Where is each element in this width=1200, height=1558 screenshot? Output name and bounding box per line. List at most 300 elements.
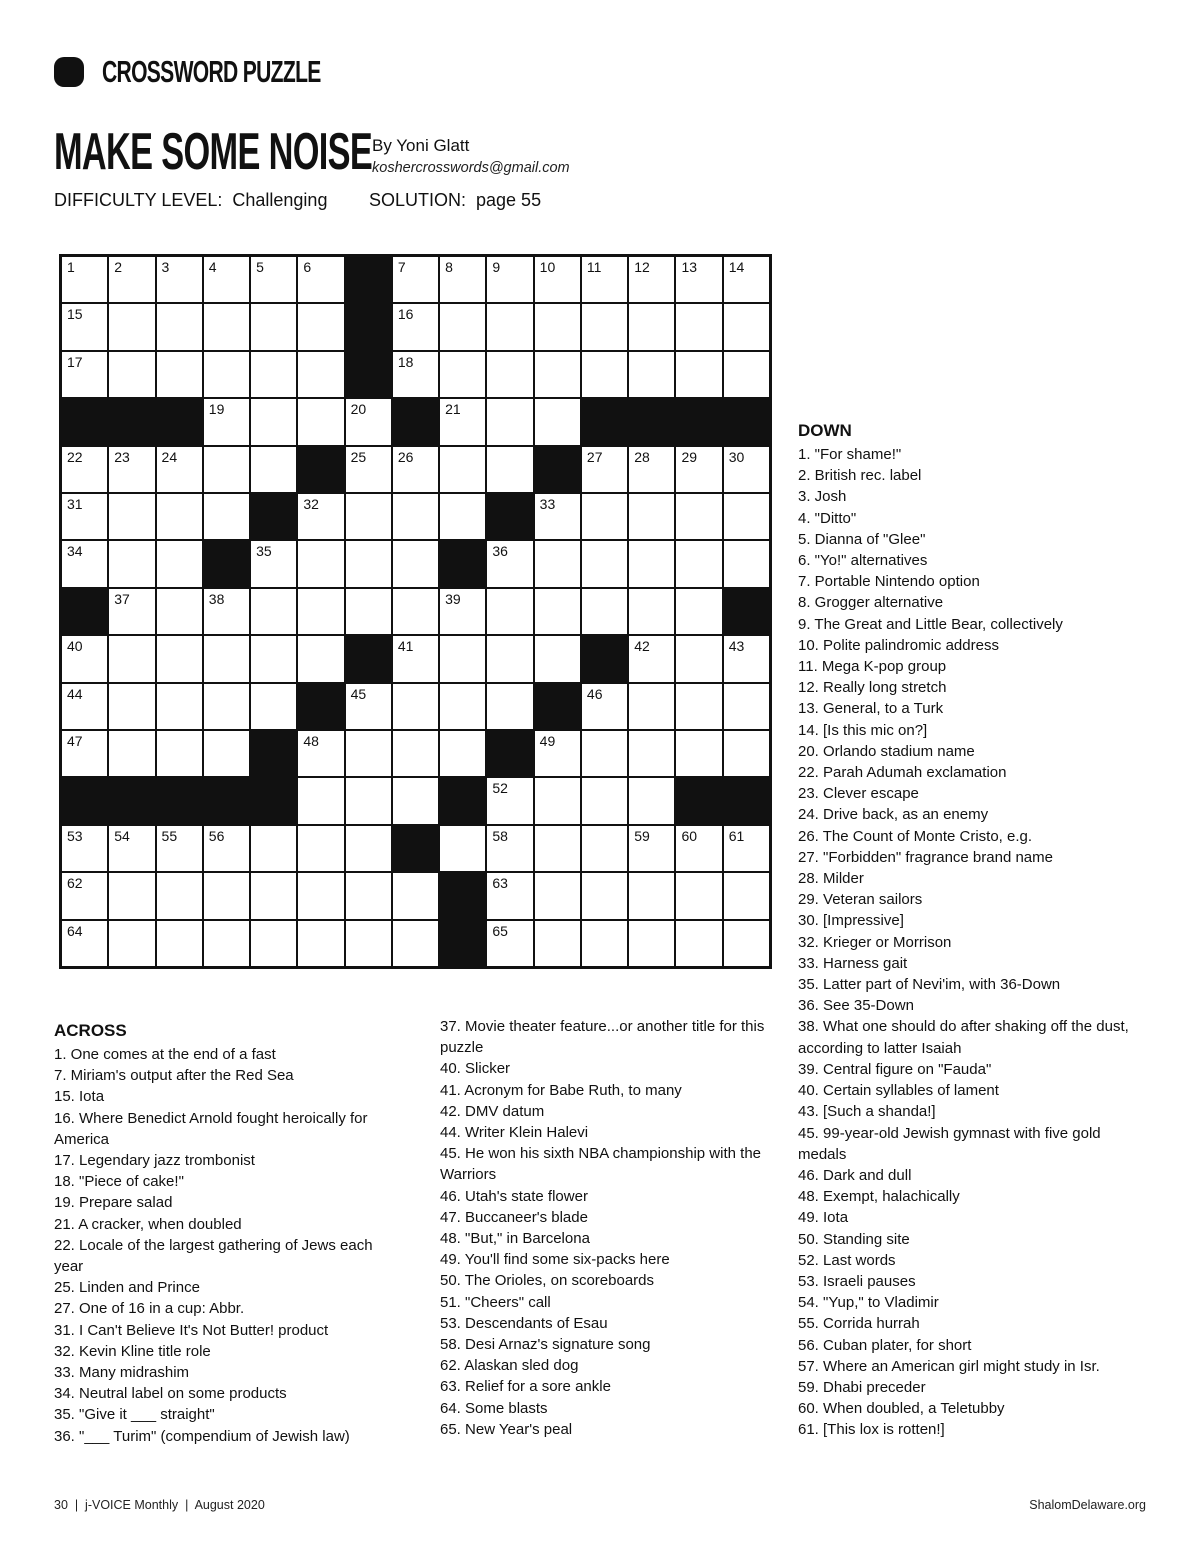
cell-number: 42: [634, 638, 650, 655]
grid-cell[interactable]: [62, 494, 107, 539]
cell-number: 60: [681, 827, 698, 844]
grid-cell[interactable]: [724, 873, 769, 918]
grid-block: [676, 778, 721, 823]
grid-cell[interactable]: [298, 636, 343, 681]
clue-item: 42. DMV datum: [440, 1102, 545, 1120]
grid-cell[interactable]: [629, 494, 674, 539]
across-clues-column-2: [440, 1016, 765, 1440]
grid-cell[interactable]: [204, 399, 249, 444]
grid-cell[interactable]: [487, 873, 532, 918]
grid-cell[interactable]: [582, 257, 627, 302]
clue-item: 32. Krieger or Morrison: [798, 933, 952, 951]
grid-cell[interactable]: [393, 541, 438, 586]
clue-item: 63. Relief for a sore ankle: [440, 1378, 611, 1396]
grid-cell[interactable]: [676, 826, 721, 871]
grid-block: [346, 257, 391, 302]
grid-cell[interactable]: [487, 399, 532, 444]
grid-cell[interactable]: [109, 921, 154, 966]
grid-cell[interactable]: [535, 494, 580, 539]
grid-block: [724, 399, 769, 444]
grid-cell[interactable]: [676, 684, 721, 729]
grid-cell[interactable]: [62, 304, 107, 349]
grid-cell[interactable]: [251, 873, 296, 918]
grid-cell[interactable]: [676, 494, 721, 539]
clue-item: 48. "But," in Barcelona: [440, 1230, 590, 1248]
clue-item: 27. "Forbidden" fragrance brand name: [798, 848, 1053, 866]
clue-item: 53. Descendants of Esau: [440, 1314, 608, 1332]
grid-block: [393, 399, 438, 444]
grid-cell[interactable]: [298, 494, 343, 539]
grid-cell[interactable]: [204, 257, 249, 302]
grid-cell[interactable]: [204, 304, 249, 349]
clue-item: 48. Exempt, halachically: [798, 1188, 960, 1206]
grid-cell[interactable]: [157, 731, 202, 776]
grid-cell[interactable]: [109, 873, 154, 918]
grid-cell[interactable]: [724, 447, 769, 492]
clue-item: 36. "___ Turim" (compendium of Jewish law): [54, 1427, 350, 1445]
grid-cell[interactable]: [535, 541, 580, 586]
grid-cell[interactable]: [298, 921, 343, 966]
cell-number: 61: [728, 827, 745, 844]
grid-cell[interactable]: [440, 304, 485, 349]
grid-cell[interactable]: [204, 921, 249, 966]
grid-cell[interactable]: [487, 589, 532, 634]
clue-item: 49. You'll find some six-packs here: [440, 1251, 670, 1269]
cell-number: 38: [208, 590, 225, 607]
grid-cell[interactable]: [393, 778, 438, 823]
grid-block: [346, 304, 391, 349]
grid-cell[interactable]: [62, 873, 107, 918]
grid-cell[interactable]: [487, 921, 532, 966]
grid-block: [251, 778, 296, 823]
grid-cell[interactable]: [582, 352, 627, 397]
grid-block: [62, 399, 107, 444]
grid-cell[interactable]: [440, 352, 485, 397]
grid-block: [440, 778, 485, 823]
grid-block: [676, 399, 721, 444]
grid-block: [440, 921, 485, 966]
grid-cell[interactable]: [157, 684, 202, 729]
grid-cell[interactable]: [440, 826, 485, 871]
clue-item: 25. Linden and Prince: [54, 1279, 200, 1297]
grid-cell[interactable]: [724, 684, 769, 729]
grid-cell[interactable]: [676, 304, 721, 349]
cell-number: 1: [67, 259, 75, 275]
grid-cell[interactable]: [724, 636, 769, 681]
clue-item: 11. Mega K-pop group: [798, 658, 947, 676]
clue-item: 15. Iota: [54, 1088, 105, 1106]
clue-item: 24. Drive back, as an enemy: [798, 806, 989, 824]
grid-cell[interactable]: [393, 304, 438, 349]
grid-cell[interactable]: [676, 589, 721, 634]
clue-item: 53. Israeli pauses: [798, 1272, 916, 1290]
grid-cell[interactable]: [157, 541, 202, 586]
clue-item: 8. Grogger alternative: [798, 594, 944, 612]
grid-cell[interactable]: [629, 589, 674, 634]
crossword-grid: [59, 254, 772, 969]
grid-cell[interactable]: [629, 684, 674, 729]
grid-cell[interactable]: [346, 684, 391, 729]
cell-number: 8: [445, 259, 453, 275]
grid-cell[interactable]: [724, 731, 769, 776]
clue-item: 35. "Give it ___ straight": [54, 1406, 215, 1424]
grid-cell[interactable]: [724, 257, 769, 302]
grid-block: [346, 352, 391, 397]
cell-number: 13: [681, 259, 698, 275]
grid-cell[interactable]: [582, 304, 627, 349]
grid-cell[interactable]: [676, 541, 721, 586]
grid-cell[interactable]: [251, 636, 296, 681]
cell-number: 47: [67, 733, 83, 749]
grid-cell[interactable]: [440, 684, 485, 729]
clue-item: 17. Legendary jazz trombonist: [54, 1152, 255, 1170]
grid-cell[interactable]: [676, 873, 721, 918]
grid-cell[interactable]: [251, 541, 296, 586]
grid-cell[interactable]: [535, 589, 580, 634]
clue-item: 41. Acronym for Babe Ruth, to many: [440, 1081, 682, 1099]
grid-cell[interactable]: [204, 494, 249, 539]
grid-cell[interactable]: [109, 352, 154, 397]
grid-cell[interactable]: [487, 304, 532, 349]
clue-item: 22. Parah Adumah exclamation: [798, 764, 1007, 782]
clue-item: 18. "Piece of cake!": [54, 1173, 184, 1191]
cell-number: 40: [67, 638, 83, 655]
grid-block: [251, 731, 296, 776]
cell-number: 3: [161, 259, 170, 275]
grid-cell[interactable]: [582, 447, 627, 492]
cell-number: 24: [161, 448, 178, 465]
grid-cell[interactable]: [157, 921, 202, 966]
clue-item: 49. Iota: [798, 1209, 849, 1227]
grid-cell[interactable]: [393, 447, 438, 492]
grid-cell[interactable]: [487, 257, 532, 302]
cell-number: 10: [539, 259, 556, 275]
cell-number: 32: [303, 496, 319, 512]
grid-cell[interactable]: [582, 921, 627, 966]
grid-cell[interactable]: [157, 873, 202, 918]
grid-cell[interactable]: [535, 636, 580, 681]
grid-cell[interactable]: [298, 304, 343, 349]
grid-block: [724, 589, 769, 634]
grid-cell[interactable]: [393, 257, 438, 302]
grid-cell[interactable]: [109, 257, 154, 302]
grid-cell[interactable]: [157, 304, 202, 349]
grid-cell[interactable]: [535, 873, 580, 918]
grid-cell[interactable]: [157, 636, 202, 681]
grid-cell[interactable]: [582, 873, 627, 918]
grid-cell[interactable]: [298, 541, 343, 586]
grid-block: [62, 589, 107, 634]
grid-block: [629, 399, 674, 444]
clue-item: 21. A cracker, when doubled: [54, 1215, 242, 1233]
cell-number: 35: [256, 543, 272, 560]
grid-cell[interactable]: [629, 352, 674, 397]
grid-cell[interactable]: [724, 352, 769, 397]
grid-cell[interactable]: [109, 636, 154, 681]
clue-item: 54. "Yup," to Vladimir: [798, 1294, 939, 1312]
grid-cell[interactable]: [676, 921, 721, 966]
clue-item: 39. Central figure on "Fauda": [798, 1060, 992, 1078]
cell-number: 41: [397, 638, 414, 655]
grid-cell[interactable]: [157, 589, 202, 634]
clue-item: 43. [Such a shanda!]: [798, 1103, 936, 1121]
grid-cell[interactable]: [109, 826, 154, 871]
grid-cell[interactable]: [346, 826, 391, 871]
cell-number: 54: [114, 827, 130, 844]
grid-block: [440, 541, 485, 586]
clue-item: 44. Writer Klein Halevi: [440, 1124, 589, 1142]
clue-item: 19. Prepare salad: [54, 1194, 173, 1212]
grid-cell[interactable]: [724, 921, 769, 966]
grid-cell[interactable]: [109, 494, 154, 539]
grid-cell[interactable]: [393, 731, 438, 776]
grid-cell[interactable]: [204, 352, 249, 397]
grid-cell[interactable]: [393, 589, 438, 634]
cell-number: 23: [114, 448, 130, 465]
grid-cell[interactable]: [204, 636, 249, 681]
grid-cell[interactable]: [62, 636, 107, 681]
grid-cell[interactable]: [62, 684, 107, 729]
grid-cell[interactable]: [62, 541, 107, 586]
grid-cell[interactable]: [62, 352, 107, 397]
grid-cell[interactable]: [535, 778, 580, 823]
grid-cell[interactable]: [157, 257, 202, 302]
grid-cell[interactable]: [724, 826, 769, 871]
cell-number: 15: [67, 306, 83, 323]
grid-cell[interactable]: [440, 731, 485, 776]
grid-cell[interactable]: [251, 304, 296, 349]
grid-cell[interactable]: [251, 399, 296, 444]
clue-item: 45. 99-year-old Jewish gymnast with five gold medals: [798, 1124, 1101, 1163]
grid-cell[interactable]: [346, 541, 391, 586]
grid-cell[interactable]: [582, 826, 627, 871]
grid-cell[interactable]: [535, 352, 580, 397]
grid-cell[interactable]: [109, 447, 154, 492]
cell-number: 7: [397, 259, 406, 275]
grid-cell[interactable]: [535, 399, 580, 444]
cell-number: 53: [67, 827, 83, 844]
cell-number: 20: [350, 401, 367, 418]
grid-cell[interactable]: [62, 921, 107, 966]
grid-block: [487, 494, 532, 539]
grid-cell[interactable]: [393, 494, 438, 539]
grid-cell[interactable]: [676, 257, 721, 302]
grid-block: [393, 826, 438, 871]
grid-cell[interactable]: [440, 399, 485, 444]
grid-cell[interactable]: [676, 636, 721, 681]
grid-cell[interactable]: [535, 826, 580, 871]
grid-cell[interactable]: [62, 447, 107, 492]
grid-cell[interactable]: [582, 541, 627, 586]
grid-cell[interactable]: [487, 541, 532, 586]
grid-cell[interactable]: [440, 447, 485, 492]
grid-cell[interactable]: [487, 684, 532, 729]
cell-number: 28: [634, 448, 650, 465]
grid-cell[interactable]: [109, 731, 154, 776]
clue-item: 34. Neutral label on some products: [54, 1385, 287, 1403]
grid-cell[interactable]: [393, 873, 438, 918]
grid-cell[interactable]: [440, 494, 485, 539]
grid-cell[interactable]: [251, 921, 296, 966]
grid-cell[interactable]: [676, 731, 721, 776]
clue-item: 1. "For shame!": [798, 446, 902, 463]
grid-cell[interactable]: [251, 447, 296, 492]
grid-cell[interactable]: [393, 921, 438, 966]
grid-cell[interactable]: [393, 684, 438, 729]
cell-number: 30: [728, 448, 745, 465]
grid-cell[interactable]: [535, 257, 580, 302]
grid-cell[interactable]: [298, 589, 343, 634]
cell-number: 26: [397, 448, 414, 465]
grid-cell[interactable]: [582, 589, 627, 634]
grid-cell[interactable]: [251, 352, 296, 397]
grid-cell[interactable]: [629, 778, 674, 823]
section-header: [54, 52, 424, 92]
difficulty-level: DIFFICULTY LEVEL: Challenging: [54, 190, 328, 210]
clue-item: 12. Really long stretch: [798, 679, 947, 697]
grid-cell[interactable]: [629, 921, 674, 966]
grid-cell[interactable]: [346, 921, 391, 966]
grid-cell[interactable]: [298, 731, 343, 776]
grid-cell[interactable]: [487, 447, 532, 492]
grid-cell[interactable]: [346, 778, 391, 823]
grid-cell[interactable]: [62, 257, 107, 302]
cell-number: 49: [539, 733, 556, 749]
cell-number: 5: [256, 259, 264, 275]
clue-item: 57. Where an American girl might study in Isr.: [798, 1357, 1100, 1375]
cell-number: 48: [303, 733, 319, 749]
grid-cell[interactable]: [487, 636, 532, 681]
clue-item: 2. British rec. label: [798, 467, 922, 485]
grid-cell[interactable]: [251, 589, 296, 634]
grid-cell[interactable]: [298, 399, 343, 444]
grid-cell[interactable]: [251, 684, 296, 729]
grid-cell[interactable]: [629, 304, 674, 349]
grid-cell[interactable]: [109, 684, 154, 729]
grid-cell[interactable]: [629, 447, 674, 492]
grid-cell[interactable]: [298, 352, 343, 397]
clue-item: 28. Milder: [798, 870, 864, 888]
grid-cell[interactable]: [582, 684, 627, 729]
grid-cell[interactable]: [298, 778, 343, 823]
grid-cell[interactable]: [204, 873, 249, 918]
cell-number: 46: [586, 685, 603, 702]
grid-cell[interactable]: [629, 873, 674, 918]
grid-cell[interactable]: [346, 447, 391, 492]
grid-cell[interactable]: [346, 731, 391, 776]
cell-number: 19: [208, 401, 225, 418]
clue-item: 29. Veteran sailors: [798, 891, 923, 909]
clue-item: 4. "Ditto": [798, 509, 857, 527]
solution-page: SOLUTION: page 55: [369, 190, 542, 210]
clue-item: 13. General, to a Turk: [798, 700, 944, 718]
grid-cell[interactable]: [204, 447, 249, 492]
grid-cell[interactable]: [724, 494, 769, 539]
grid-cell[interactable]: [62, 731, 107, 776]
clue-item: 7. Portable Nintendo option: [798, 573, 980, 591]
grid-cell[interactable]: [393, 636, 438, 681]
grid-cell[interactable]: [109, 589, 154, 634]
cell-number: 37: [114, 590, 130, 607]
grid-cell[interactable]: [157, 494, 202, 539]
grid-cell[interactable]: [535, 921, 580, 966]
cell-number: 63: [492, 875, 508, 892]
grid-cell[interactable]: [487, 826, 532, 871]
cell-number: 58: [492, 827, 508, 844]
author-email: koshercrosswords@gmail.com: [372, 160, 570, 176]
grid-cell[interactable]: [724, 541, 769, 586]
grid-cell[interactable]: [582, 778, 627, 823]
clue-item: 7. Miriam's output after the Red Sea: [54, 1067, 294, 1085]
grid-cell[interactable]: [204, 731, 249, 776]
grid-cell[interactable]: [204, 826, 249, 871]
grid-cell[interactable]: [346, 873, 391, 918]
across-heading: ACROSS: [54, 1021, 127, 1040]
grid-block: [157, 778, 202, 823]
footer-website: ShalomDelaware.org: [1029, 1498, 1146, 1512]
grid-cell[interactable]: [582, 731, 627, 776]
grid-cell[interactable]: [298, 826, 343, 871]
grid-cell[interactable]: [535, 304, 580, 349]
clue-item: 5. Dianna of "Glee": [798, 530, 926, 548]
grid-cell[interactable]: [204, 684, 249, 729]
grid-block: [251, 494, 296, 539]
cell-number: 34: [67, 543, 83, 560]
across-clues-column-1: [54, 1020, 404, 1447]
grid-cell[interactable]: [487, 352, 532, 397]
grid-cell[interactable]: [157, 352, 202, 397]
grid-cell[interactable]: [157, 826, 202, 871]
cell-number: 52: [492, 780, 508, 797]
grid-block: [487, 731, 532, 776]
grid-cell[interactable]: [629, 636, 674, 681]
grid-cell[interactable]: [109, 541, 154, 586]
grid-cell[interactable]: [62, 826, 107, 871]
grid-cell[interactable]: [109, 304, 154, 349]
grid-cell[interactable]: [629, 826, 674, 871]
grid-cell[interactable]: [251, 257, 296, 302]
grid-cell[interactable]: [724, 304, 769, 349]
cell-number: 11: [586, 259, 602, 275]
grid-cell[interactable]: [676, 352, 721, 397]
grid-cell[interactable]: [157, 447, 202, 492]
grid-cell[interactable]: [440, 589, 485, 634]
grid-cell[interactable]: [298, 257, 343, 302]
grid-cell[interactable]: [251, 826, 296, 871]
grid-cell[interactable]: [629, 731, 674, 776]
cell-number: 4: [208, 259, 217, 275]
grid-cell[interactable]: [346, 589, 391, 634]
grid-cell[interactable]: [582, 494, 627, 539]
grid-cell[interactable]: [535, 731, 580, 776]
grid-cell[interactable]: [629, 541, 674, 586]
grid-cell[interactable]: [204, 589, 249, 634]
grid-cell[interactable]: [346, 399, 391, 444]
grid-cell[interactable]: [629, 257, 674, 302]
grid-cell[interactable]: [393, 352, 438, 397]
grid-cell[interactable]: [676, 447, 721, 492]
grid-cell[interactable]: [298, 873, 343, 918]
cell-number: 33: [539, 496, 556, 512]
grid-cell[interactable]: [440, 257, 485, 302]
clue-item: 16. Where Benedict Arnold fought heroically for America: [54, 1109, 368, 1148]
grid-cell[interactable]: [440, 636, 485, 681]
clue-item: 30. [Impressive]: [798, 912, 904, 930]
clue-item: 27. One of 16 in a cup: Abbr.: [54, 1300, 245, 1318]
grid-cell[interactable]: [346, 494, 391, 539]
clue-item: 22. Locale of the largest gathering of Jews each year: [54, 1236, 373, 1276]
grid-cell[interactable]: [487, 778, 532, 823]
